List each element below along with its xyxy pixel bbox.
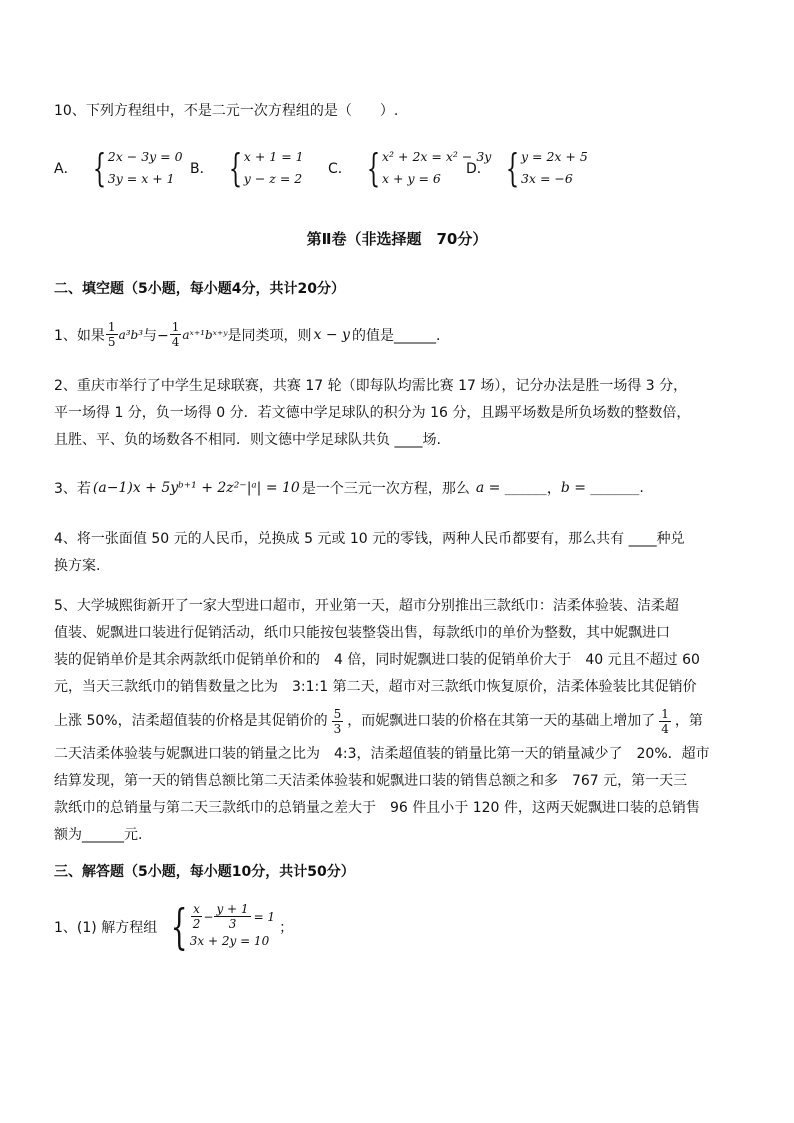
section-heading: 三、解答题（5小题，每小题10分，共计50分） — [54, 864, 355, 880]
text: ，第 — [674, 712, 703, 729]
numerator: 5 — [333, 706, 342, 721]
option-label: C． — [328, 161, 352, 177]
text: 与− — [143, 327, 169, 344]
fraction — [214, 902, 250, 931]
text: ，而妮飘进口装的价格在其第一天的基础上增加了 — [347, 712, 656, 729]
text-line: 值装、妮飘进口装进行促销活动，纸巾只能按包装整袋出售，每款纸巾的单价为整数，其中妮飘进口 — [54, 625, 670, 641]
denominator: 5 — [107, 335, 116, 349]
q10-option-b — [190, 146, 304, 190]
solve-q1 — [54, 898, 294, 955]
text-line: 元，当天三款纸巾的销售数量之比为 3:1:1 第二天，超市对三款纸巾恢复原价，洁柔体验装比其促销价 — [54, 679, 697, 695]
text: ， — [546, 481, 561, 497]
numerator: x — [193, 902, 200, 916]
equation: y = 2x + 5 — [520, 149, 588, 164]
numerator: y + 1 — [216, 902, 249, 916]
option-label: B． — [190, 161, 214, 177]
brace-icon: { — [228, 146, 242, 190]
equation: 2x − 3y = 0 — [107, 149, 183, 164]
text-line: 款纸巾的总销量与第二天三款纸巾的总销量之差大于 96 件且小于 120 件，这两天妮飘进口装的总销售 — [54, 800, 700, 816]
fill-q4 — [54, 526, 744, 580]
text: . — [639, 480, 644, 496]
numerator: 1 — [661, 706, 669, 721]
rhs: = 1 — [253, 909, 276, 924]
text: 是一个三元一次方程，那么 — [301, 481, 470, 497]
fraction — [659, 707, 671, 736]
fraction — [106, 320, 118, 349]
fraction — [170, 320, 182, 349]
text-line: 二天洁柔体验装与妮飘进口装的销量之比为 4:3，洁柔超值装的销量比第一天的销量减少了 20%．超市 — [54, 746, 710, 762]
q10-option-d — [466, 146, 588, 190]
text-line: 装的促销单价是其余两款纸巾促销单价和的 4 倍，同时妮飘进口装的促销单价大于 40 元且不超过 60 — [54, 652, 700, 668]
equation: 3y = x + 1 — [107, 171, 175, 186]
text-line: 换方案. — [54, 558, 101, 574]
denominator: 4 — [171, 335, 180, 349]
fraction — [332, 707, 344, 736]
q10-option-a — [54, 146, 183, 190]
fraction — [191, 902, 203, 931]
q10-stem: 10、下列方程组中，不是二元一次方程组的是（ ）. — [54, 103, 399, 119]
brace-icon: { — [505, 146, 519, 190]
blank-b: b = _______ — [560, 480, 640, 496]
equation: 3x + 2y = 10 — [189, 934, 270, 948]
term: a³b³ — [118, 327, 144, 342]
denominator: 4 — [661, 721, 669, 736]
text-line — [54, 701, 744, 741]
equation: x + y = 6 — [381, 171, 441, 186]
equation: (a−1)x + 5yᵇ⁺¹ + 2z²⁻|ᵃ| = 10 — [92, 480, 300, 496]
text: 1、如果 — [54, 327, 105, 344]
text: 上涨 50%，洁柔超值装的价格是其促销价的 — [54, 712, 328, 729]
text-line: 且胜、平、负的场数各不相同．则文德中学足球队共负 ____场. — [54, 432, 441, 448]
option-label: A． — [54, 161, 78, 177]
text-line: 5、大学城熙街新开了一家大型进口超市，开业第一天，超市分别推出三款纸巾：洁柔体验装、洁柔超 — [54, 598, 679, 614]
numerator: 1 — [171, 320, 180, 334]
text: 3、若 — [54, 481, 91, 497]
text-line: 2、重庆市举行了中学生足球联赛，共赛 17 轮（即每队均需比赛 17 场），记分办法是胜一场得 3 分， — [54, 378, 688, 394]
option-label: D． — [466, 161, 491, 177]
equation: 3x = −6 — [520, 171, 573, 186]
text-line: 额为______元. — [54, 827, 143, 843]
operator: − — [203, 909, 214, 924]
fill-q2 — [54, 373, 744, 454]
text: 的值是______. — [351, 327, 441, 344]
equation: y − z = 2 — [243, 171, 303, 186]
text: 是同类项，则 — [227, 327, 312, 344]
denominator: 2 — [192, 917, 201, 931]
brace-icon: { — [170, 898, 188, 955]
text-line: 结算发现，第一天的销售总额比第二天洁柔体验装和妮飘进口装的销售总额之和多 767 元，第一天三 — [54, 773, 688, 789]
equation: x² + 2x = x² − 3y — [381, 149, 492, 164]
numerator: 1 — [107, 320, 116, 334]
expression: x − y — [313, 326, 350, 343]
equation: x + 1 = 1 — [243, 149, 304, 164]
denominator: 3 — [333, 721, 342, 736]
fill-q3 — [54, 478, 644, 498]
brace-icon: { — [366, 146, 380, 190]
denominator: 3 — [228, 917, 237, 931]
section-heading: 二、填空题（5小题，每小题4分，共计20分） — [54, 281, 345, 297]
text: 1、(1) 解方程组 — [54, 919, 158, 936]
text: ； — [279, 919, 294, 936]
term: aˣ⁺¹bˣ⁺ʸ — [182, 327, 228, 342]
brace-icon: { — [92, 146, 106, 190]
fill-q1 — [54, 320, 440, 349]
text-line: 4、将一张面值 50 元的人民币，兑换成 5 元或 10 元的零钱，两种人民币都要有，那么共有 ____种兑 — [54, 531, 685, 547]
equation — [190, 902, 275, 931]
part-title: 第Ⅱ卷（非选择题 70分） — [306, 230, 488, 248]
fill-q5 — [54, 593, 744, 849]
blank-a: a = ______ — [475, 480, 547, 496]
text-line: 平一场得 1 分，负一场得 0 分．若文德中学足球队的积分为 16 分，且踢平场数是所负场数的整数倍， — [54, 405, 691, 421]
